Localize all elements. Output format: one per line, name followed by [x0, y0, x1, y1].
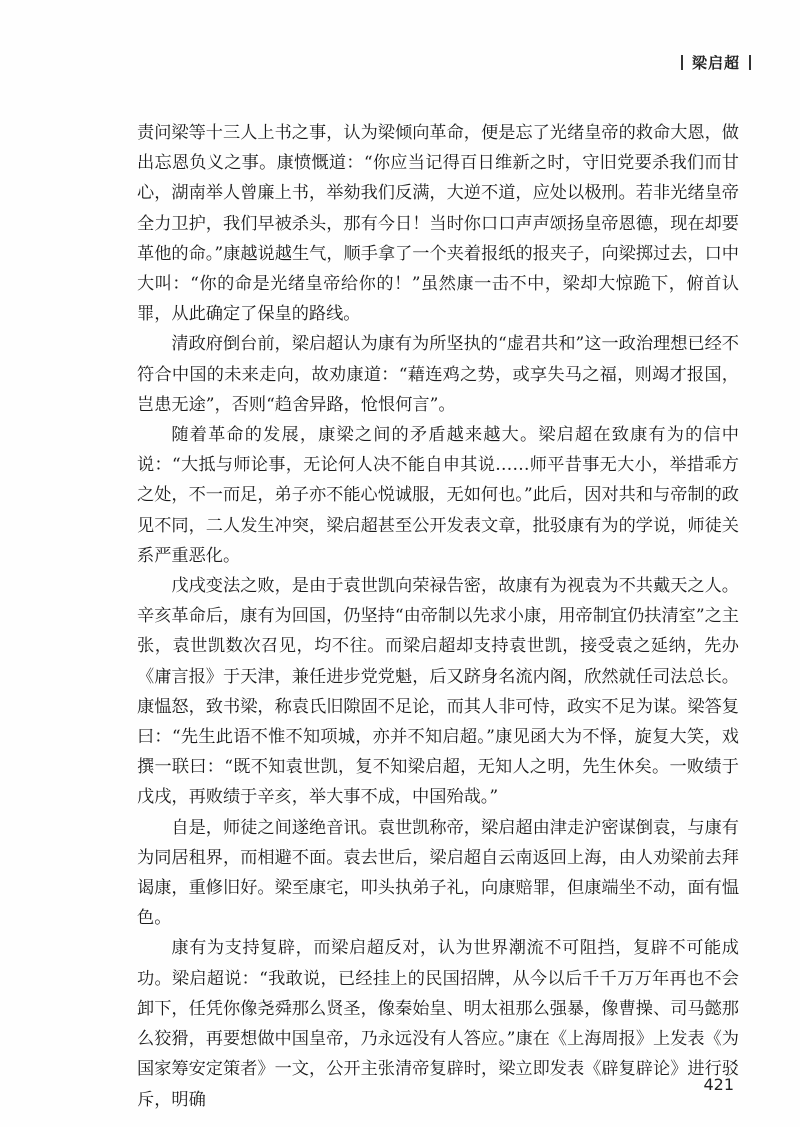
paragraph-continued: 责问梁等十三人上书之事，认为梁倾向革命，便是忘了光绪皇帝的救命大恩，做出忘恩负义之事。康愤慨道：“你应当记得百日维新之时，守旧党要杀我们而甘心，湖南举人曾廉上书，举劾我们反满，大逆不道，应处以极刑。若非光绪皇帝全力卫护，我们早被杀头，那有今日！当时你口口声声颂扬皇帝恩德，现在却要革他的命。”康越说越生气，顺手拿了一个夹着报纸的报夹子，向梁掷过去，口中大叫：“你的命是光绪皇帝给你的！”虽然康一击不中，梁却大惊跪下，俯首认罪，从此确定了保皇的路线。 — [137, 123, 739, 325]
header-divider-right — [749, 55, 751, 70]
page-number: 421 — [703, 1075, 734, 1094]
paragraph: 康有为支持复辟，而梁启超反对，认为世界潮流不可阻挡，复辟不可能成功。梁启超说：“我敢说，已经挂上的民国招牌，从今以后千千万万年再也不会卸下，任凭你像尧舜那么贤圣，像秦始皇、明太祖那么强暴，像曹操、司马懿那么狡猾，再要想做中国皇帝，乃永远没有人答应。”康在《上海周报》上发表《为国家筹安定策者》一文，公开主张清帝复辟时，梁立即发表《辟复辟论》进行驳斥，明确 — [137, 938, 739, 1110]
running-header — [672, 52, 760, 73]
body-text — [137, 118, 739, 1115]
paragraph: 自是，师徒之间遂绝音讯。袁世凯称帝，梁启超由津走沪密谋倒袁，与康有为同居租界，而相避不面。袁去世后，梁启超自云南返回上海，由人劝梁前去拜谒康，重修旧好。梁至康宅，叩头执弟子礼，向康赔罪，但康端坐不动，面有愠色。 — [137, 817, 739, 929]
paragraph: 清政府倒台前，梁启超认为康有为所坚执的“虚君共和”这一政治理想已经不符合中国的未来走向，故劝康道：“藉连鸡之势，或享失马之福，则竭才报国，岂患无途”，否则“趋舍异路，怆恨何言”。 — [137, 334, 739, 415]
paragraph: 随着革命的发展，康梁之间的矛盾越来越大。梁启超在致康有为的信中说：“大抵与师论事，无论何人决不能自申其说……师平昔事无大小，举措乖方之处，不一而足，弟子亦不能心悦诚服，无如何也。”此后，因对共和与帝制的政见不同，二人发生冲突，梁启超甚至公开发表文章，批驳康有为的学说，师徒关系严重恶化。 — [137, 425, 739, 566]
paragraph: 戊戌变法之败，是由于袁世凯向荣禄告密，故康有为视袁为不共戴天之人。辛亥革命后，康有为回国，仍坚持“由帝制以先求小康，用帝制宜仍扶清室”之主张，袁世凯数次召见，均不往。而梁启超却支持袁世凯，接受袁之延纳，先办《庸言报》于天津，兼任进步党党魁，后又跻身名流内阁，欣然就任司法总长。康愠怒，致书梁，称袁氏旧隙固不足论，而其人非可恃，政实不足为谋。梁答复曰：“先生此语不惟不知项城，亦并不知启超。”康见函大为不怿，旋复大笑，戏撰一联曰：“既不知袁世凯，复不知梁启超，无知人之明，先生休矣。一败绩于戊戌，再败绩于辛亥，举大事不成，中国殆哉。” — [137, 576, 739, 808]
running-title: 梁启超 — [691, 54, 740, 72]
header-divider-left — [681, 55, 683, 70]
